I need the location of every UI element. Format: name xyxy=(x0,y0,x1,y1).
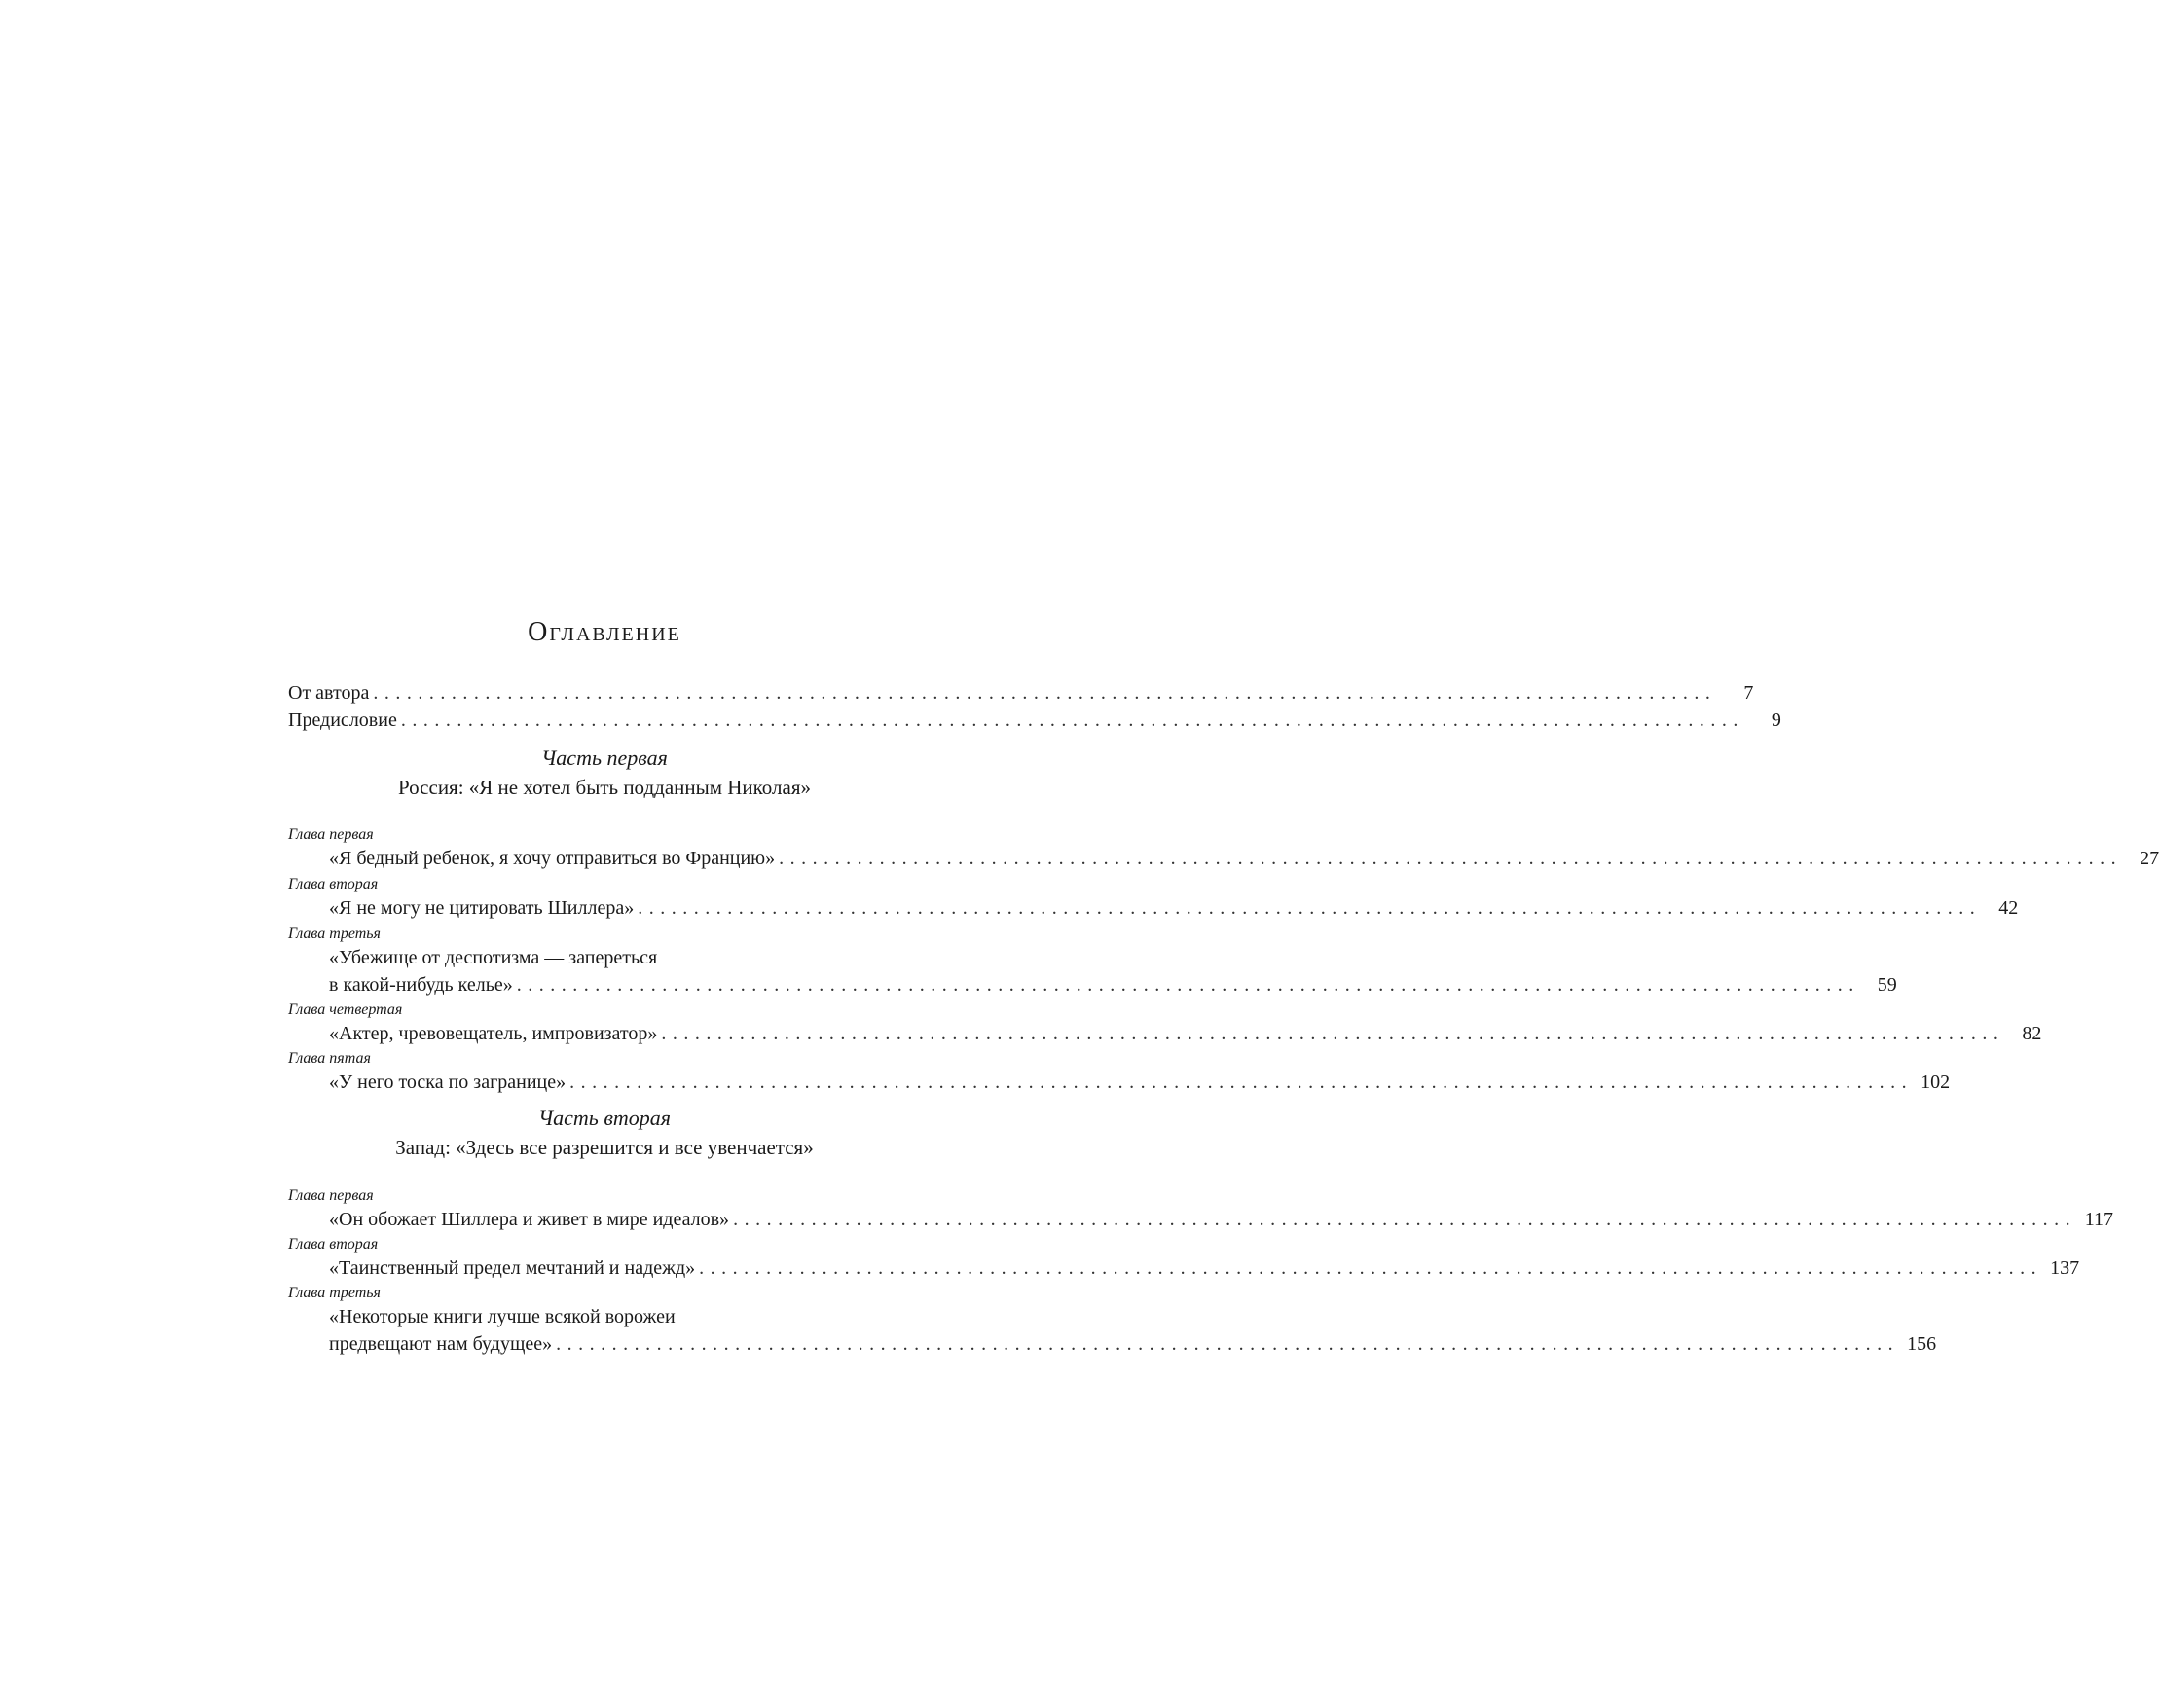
toc-entry-page: 27 xyxy=(2140,848,2159,869)
chapter-label: Глава пятая xyxy=(288,1050,371,1067)
chapter-label: Глава четвертая xyxy=(288,1001,403,1018)
part-one-label: Часть первая xyxy=(541,745,668,770)
dot-leader: ........................................................................................................................ xyxy=(661,1023,2005,1044)
dot-leader: ........................................................................................................................ xyxy=(638,897,1982,919)
toc-entry-page: 7 xyxy=(1743,682,1754,704)
toc-entry-label: «Актер, чревовещатель, импровизатор» xyxy=(329,1023,658,1044)
part-one-title: Россия: «Я не хотел быть подданным Николая» xyxy=(398,776,811,799)
toc-entry-label: «Я не могу не цитировать Шиллера» xyxy=(329,897,635,919)
dot-leader: ........................................................................................................................ xyxy=(569,1072,1914,1093)
toc-entry-chapter[interactable] xyxy=(329,894,2019,922)
toc-entry-label: «У него тоска по загранице» xyxy=(329,1072,567,1093)
chapter-label: Глава вторая xyxy=(288,876,379,892)
toc-entry-label: предвещают нам будущее» xyxy=(329,1333,553,1355)
dot-leader: ........................................................................................................................ xyxy=(373,682,1717,704)
toc-entry-page: 156 xyxy=(1907,1333,1937,1355)
toc-entry-chapter[interactable] xyxy=(329,1069,1951,1096)
toc-entry-label: «Таинственный предел мечтаний и надежд» xyxy=(329,1257,696,1279)
toc-entry-page: 137 xyxy=(2050,1257,2080,1279)
toc-entry-label: «Он обожает Шиллера и живет в мире идеалов» xyxy=(329,1209,730,1230)
chapter-label: Глава третья xyxy=(288,926,381,942)
dot-leader: ........................................................................................................................ xyxy=(699,1257,2043,1279)
dot-leader: ........................................................................................................................ xyxy=(733,1209,2077,1230)
chapter-label: Глава первая xyxy=(288,826,374,843)
toc-entry-page: 82 xyxy=(2022,1023,2042,1044)
toc-entry-page: 117 xyxy=(2084,1209,2114,1230)
toc-entry-label: в какой-нибудь келье» xyxy=(329,974,513,996)
toc-entry-line[interactable]: «Убежище от деспотизма — запереться xyxy=(329,947,658,968)
toc-entry-page: 59 xyxy=(1877,974,1897,996)
toc-entry-from-author[interactable] xyxy=(288,679,1754,707)
toc-entry-chapter[interactable] xyxy=(329,1330,1937,1358)
toc-entry-line[interactable]: «Некоторые книги лучше всякой ворожеи xyxy=(329,1306,676,1327)
toc-entry-chapter[interactable] xyxy=(329,1206,2114,1233)
part-two-title: Запад: «Здесь все разрешится и все увенчается» xyxy=(395,1136,814,1159)
toc-entry-preface[interactable] xyxy=(288,707,1781,734)
dot-leader: ........................................................................................................................ xyxy=(556,1333,1900,1355)
toc-entry-chapter[interactable] xyxy=(329,845,2159,872)
toc-entry-chapter[interactable] xyxy=(329,1020,2042,1047)
toc-entry-label: Предисловие xyxy=(288,709,397,731)
toc-entry-label: От автора xyxy=(288,682,370,704)
toc-entry-page: 42 xyxy=(1998,897,2019,919)
toc-title: Оглавление xyxy=(528,617,681,647)
chapter-label: Глава вторая xyxy=(288,1236,379,1253)
toc-entry-label: «Я бедный ребенок, я хочу отправиться во Францию» xyxy=(329,848,776,869)
toc-entry-page: 9 xyxy=(1771,709,1781,731)
chapter-label: Глава третья xyxy=(288,1285,381,1301)
chapter-label: Глава первая xyxy=(288,1187,374,1204)
dot-leader: ........................................................................................................................ xyxy=(779,848,2123,869)
toc-entry-page: 102 xyxy=(1921,1072,1951,1093)
dot-leader: ........................................................................................................................ xyxy=(516,974,1860,996)
toc-entry-chapter[interactable] xyxy=(329,971,1897,999)
part-two-label: Часть вторая xyxy=(538,1106,671,1130)
toc-entry-chapter[interactable] xyxy=(329,1254,2080,1282)
dot-leader: ........................................................................................................................ xyxy=(400,709,1744,731)
